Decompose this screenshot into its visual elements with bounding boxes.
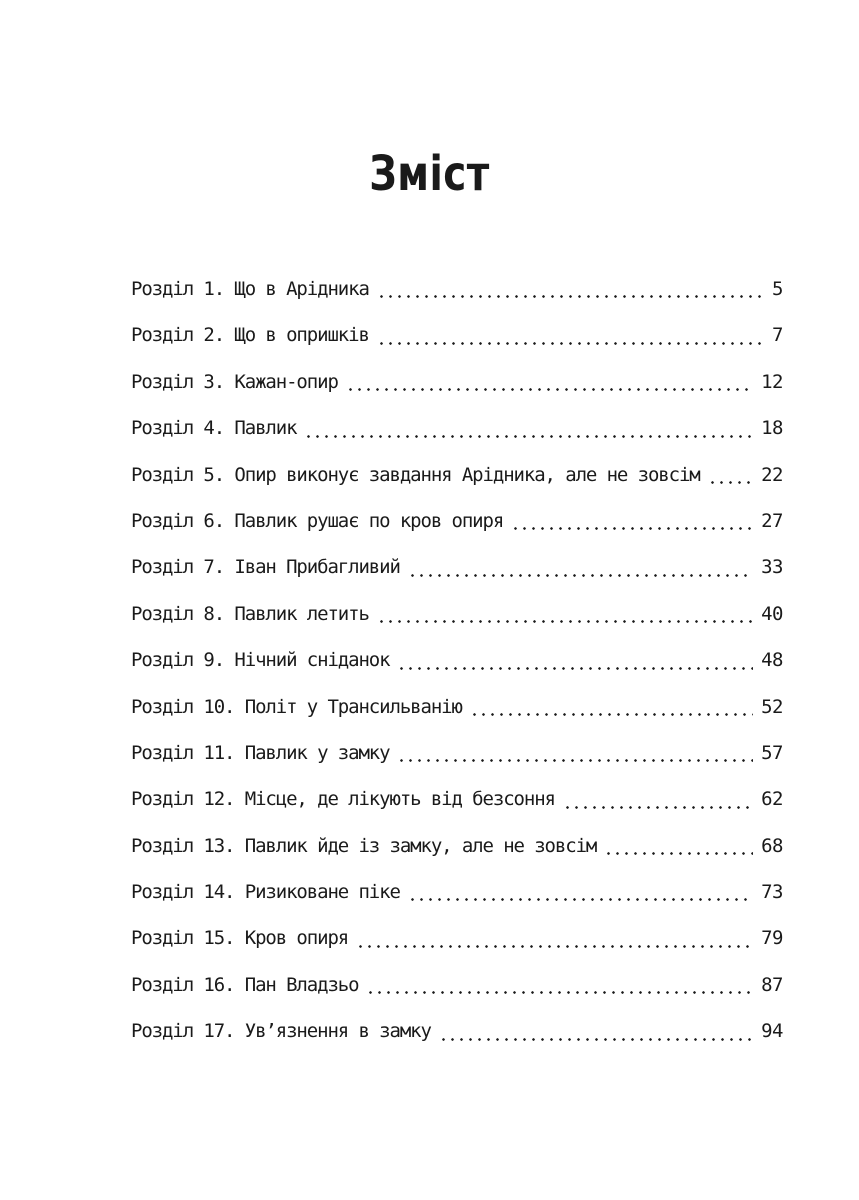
- toc-entry-page-number: 87: [761, 973, 783, 996]
- toc-entry-label: Розділ 11. Павлик у замку: [131, 741, 390, 764]
- toc-entry-label: Розділ 16. Пан Владзьо: [131, 973, 359, 996]
- toc-entry-page-number: 73: [761, 881, 783, 904]
- toc-entry-label: Розділ 7. Іван Прибагливий: [131, 556, 400, 579]
- toc-entry-7: [131, 544, 783, 590]
- toc-entry-label: Розділ 12. Місце, де лікують від безсоння: [131, 788, 555, 811]
- toc-entry-12: [131, 776, 783, 822]
- dot-leader: [511, 527, 753, 530]
- toc-entry-label: Розділ 2. Що в опришків: [131, 324, 369, 347]
- toc-entry-13: [131, 823, 783, 869]
- toc-entry-14: [131, 869, 783, 915]
- toc-entry-10: [131, 684, 783, 730]
- dot-leader: [377, 342, 764, 345]
- toc-entry-page-number: 27: [761, 509, 783, 532]
- dot-leader: [377, 295, 764, 298]
- dot-leader: [708, 481, 753, 484]
- toc-entry-label: Розділ 4. Павлик: [131, 417, 297, 440]
- dot-leader: [408, 898, 753, 901]
- toc-entry-page-number: 12: [761, 370, 783, 393]
- toc-entry-15: [131, 915, 783, 961]
- dot-leader: [408, 574, 753, 577]
- toc-entry-label: Розділ 14. Ризиковане піке: [131, 881, 400, 904]
- dot-leader: [356, 945, 753, 948]
- toc-entry-label: Розділ 15. Кров опиря: [131, 927, 349, 950]
- toc-entry-label: Розділ 8. Павлик летить: [131, 602, 369, 625]
- toc-entry-label: Розділ 13. Павлик йде із замку, але не зовсім: [131, 834, 597, 857]
- dot-leader: [439, 1038, 753, 1041]
- toc-entry-6: [131, 498, 783, 544]
- toc-entry-page-number: 33: [761, 556, 783, 579]
- toc-entry-page-number: 62: [761, 788, 783, 811]
- toc-entry-page-number: 40: [761, 602, 783, 625]
- toc-entry-5: [131, 452, 783, 498]
- toc-entry-label: Розділ 3. Кажан-опир: [131, 370, 338, 393]
- toc-entry-1: [131, 266, 783, 312]
- toc-entry-17: [131, 1008, 783, 1054]
- toc-entry-4: [131, 405, 783, 451]
- dot-leader: [304, 435, 753, 438]
- toc-entry-8: [131, 591, 783, 637]
- toc-entry-label: Розділ 10. Політ у Трансильванію: [131, 695, 462, 718]
- toc-entry-16: [131, 962, 783, 1008]
- dot-leader: [397, 759, 753, 762]
- toc-entry-label: Розділ 9. Нічний сніданок: [131, 649, 390, 672]
- toc-entry-label: Розділ 6. Павлик рушає по кров опиря: [131, 509, 504, 532]
- toc-entry-page-number: 7: [772, 324, 783, 347]
- toc-entry-2: [131, 312, 783, 358]
- dot-leader: [346, 388, 753, 391]
- toc-entry-page-number: 52: [761, 695, 783, 718]
- table-of-contents: [131, 266, 783, 1055]
- dot-leader: [604, 852, 753, 855]
- page-title: Зміст: [369, 146, 490, 203]
- dot-leader: [397, 667, 753, 670]
- toc-entry-label: Розділ 1. Що в Арідника: [131, 278, 369, 300]
- toc-entry-page-number: 18: [761, 417, 783, 440]
- toc-entry-page-number: 79: [761, 927, 783, 950]
- toc-entry-11: [131, 730, 783, 776]
- toc-entry-label: Розділ 5. Опир виконує завдання Арідника, але не зовсім: [131, 463, 700, 486]
- dot-leader: [563, 806, 753, 809]
- toc-entry-page-number: 22: [761, 463, 783, 486]
- toc-entry-page-number: 94: [761, 1020, 783, 1043]
- toc-entry-9: [131, 637, 783, 683]
- dot-leader: [366, 991, 753, 994]
- dot-leader: [377, 620, 753, 623]
- toc-entry-label: Розділ 17. Ув’язнення в замку: [131, 1020, 431, 1043]
- toc-entry-page-number: 48: [761, 649, 783, 672]
- dot-leader: [470, 713, 753, 716]
- toc-entry-page-number: 57: [761, 741, 783, 764]
- toc-entry-3: [131, 359, 783, 405]
- toc-entry-page-number: 5: [772, 278, 783, 300]
- toc-entry-page-number: 68: [761, 834, 783, 857]
